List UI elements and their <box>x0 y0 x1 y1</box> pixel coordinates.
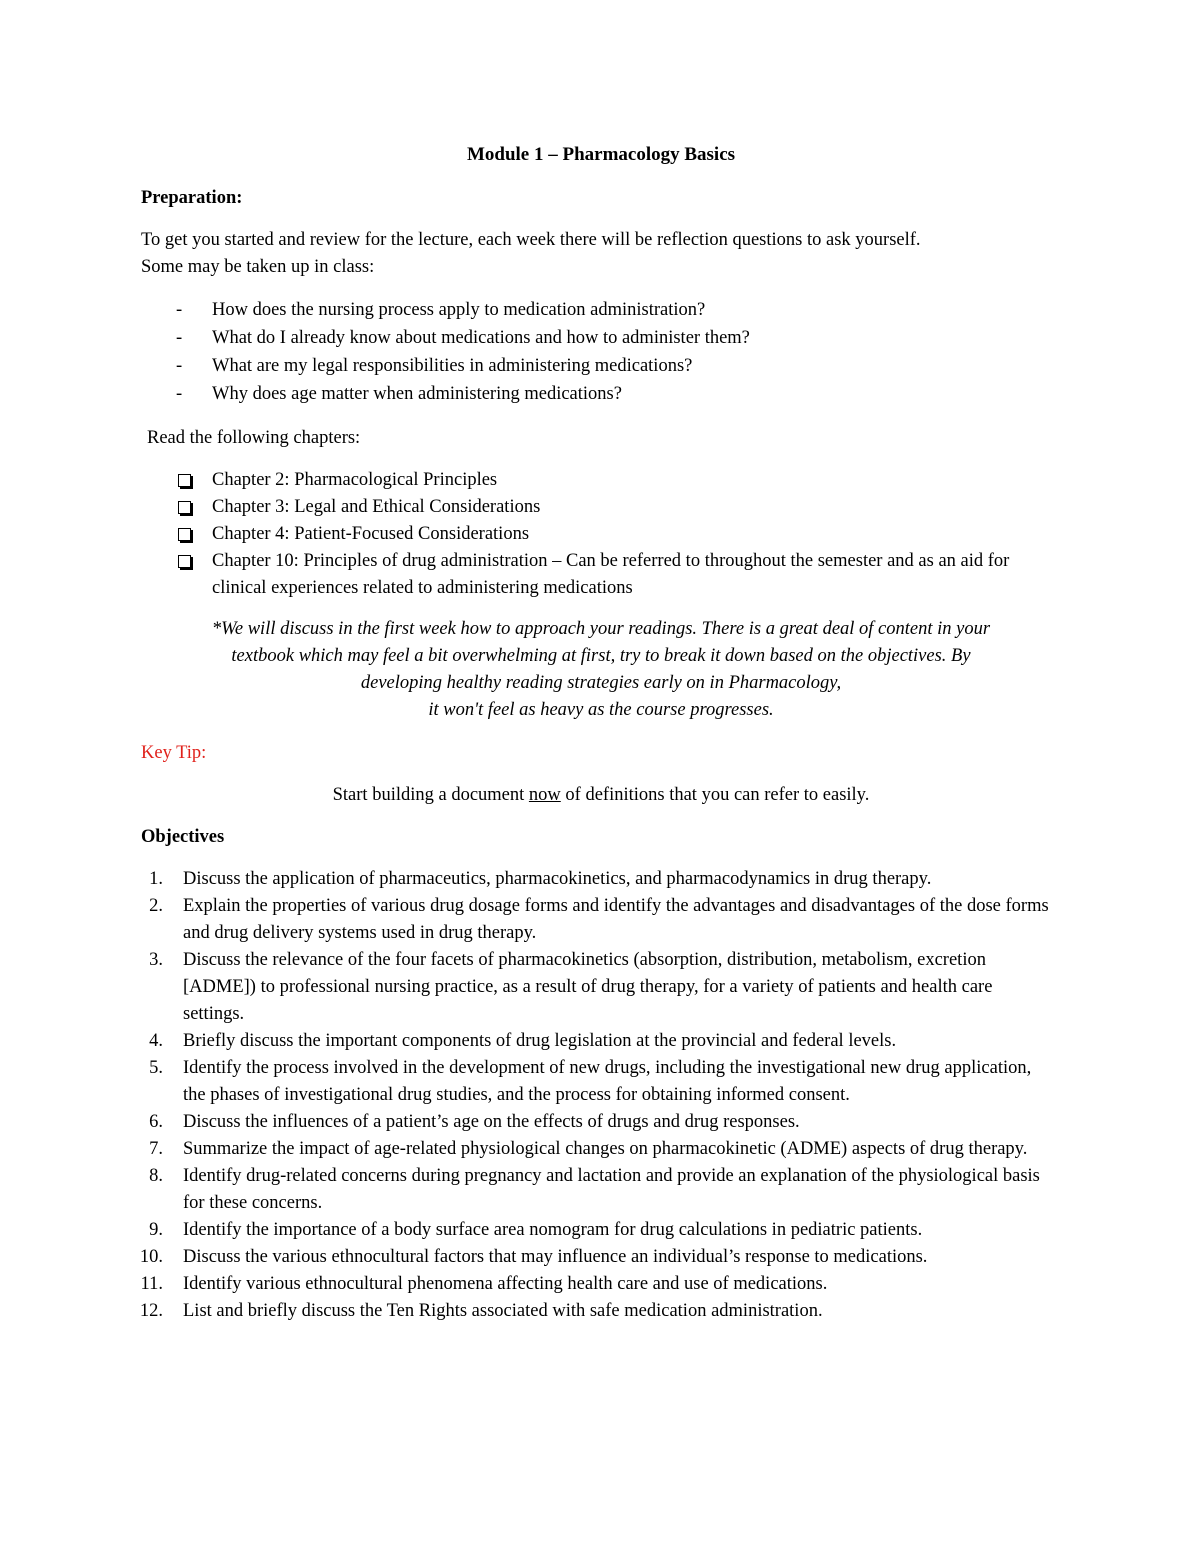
list-item: 9. Identify the importance of a body surface area nomogram for drug calculations in pediatric patients. <box>149 1220 923 1240</box>
checkbox-icon <box>178 474 191 487</box>
reading-intro: Read the following chapters: <box>147 428 361 448</box>
checkbox-icon <box>178 555 191 568</box>
objectives-heading: Objectives <box>141 827 225 847</box>
list-item: 10. Discuss the various ethnocultural factors that may influence an individual’s response to medications. <box>139 1247 928 1267</box>
preparation-intro-line-2: Some may be taken up in class: <box>141 257 375 277</box>
dash-bullet: - <box>176 300 183 320</box>
reflection-questions-list <box>141 296 750 408</box>
reading-advice-note: *We will discuss in the first week how to approach your readings. There is a great deal of content in your textbook which may feel a bit overwhelming at first, try to break it down based on the objectives. By developing healthy reading strategies early on in Pharmacology, it won't feel as heavy as the course progresses. <box>211 619 991 720</box>
list-item: 8. Identify drug-related concerns during pregnancy and lactation and provide an explanation of the physiological basis for these concerns. <box>149 1166 1040 1213</box>
key-tip-text: Start building a document now of definitions that you can refer to easily. <box>332 785 870 805</box>
chapter-checklist <box>141 467 1056 602</box>
list-item: 2. Explain the properties of various drug dosage forms and identify the advantages and disadvantages of the dose forms and drug delivery systems used in drug therapy. <box>149 896 1049 943</box>
underlined-now: now <box>528 785 561 805</box>
list-item: 6. Discuss the influences of a patient’s age on the effects of drugs and drug responses. <box>149 1112 800 1132</box>
checklist-item: Chapter 10: Principles of drug administration – Can be referred to throughout the semester and as an aid for clinical experiences related to administering medications <box>141 548 1056 602</box>
checkbox-icon <box>178 501 191 514</box>
checklist-item: Chapter 4: Patient-Focused Considerations <box>141 521 1056 548</box>
list-item: 4. Briefly discuss the important components of drug legislation at the provincial and federal levels. <box>149 1031 897 1051</box>
list-item: 5. Identify the process involved in the development of new drugs, including the investigational new drug application, the phases of investigational drug studies, and the process for obtaining informed consent. <box>149 1058 1032 1105</box>
checkbox-icon <box>178 528 191 541</box>
key-tip-label: Key Tip: <box>141 743 207 763</box>
list-item: - What are my legal responsibilities in administering medications? <box>141 352 750 380</box>
dash-bullet: - <box>176 328 183 348</box>
list-item: 11. Identify various ethnocultural phenomena affecting health care and use of medications. <box>140 1274 828 1294</box>
list-item: 12. List and briefly discuss the Ten Rights associated with safe medication administration. <box>139 1301 823 1321</box>
checklist-item: Chapter 3: Legal and Ethical Considerations <box>141 494 1056 521</box>
objectives-list <box>141 866 1058 1325</box>
preparation-intro-line-1: To get you started and review for the lecture, each week there will be reflection questions to ask yourself. <box>141 230 921 250</box>
preparation-heading: Preparation: <box>141 188 243 208</box>
list-item: - How does the nursing process apply to medication administration? <box>141 296 750 324</box>
page-title: Module 1 – Pharmacology Basics <box>466 144 736 165</box>
list-item: 1. Discuss the application of pharmaceutics, pharmacokinetics, and pharmacodynamics in drug therapy. <box>149 869 932 889</box>
dash-bullet: - <box>176 356 183 376</box>
dash-bullet: - <box>176 384 183 404</box>
list-item: 7. Summarize the impact of age-related physiological changes on pharmacokinetic (ADME) aspects of drug therapy. <box>149 1139 1028 1159</box>
list-item: - What do I already know about medications and how to administer them? <box>141 324 750 352</box>
checklist-item: Chapter 2: Pharmacological Principles <box>141 467 1056 494</box>
list-item: 3. Discuss the relevance of the four facets of pharmacokinetics (absorption, distribution, metabolism, excretion [ADME]) to professional nursing practice, as a result of drug therapy, for a variety of patients and health care settings. <box>149 950 993 1024</box>
list-item: - Why does age matter when administering medications? <box>141 380 750 408</box>
